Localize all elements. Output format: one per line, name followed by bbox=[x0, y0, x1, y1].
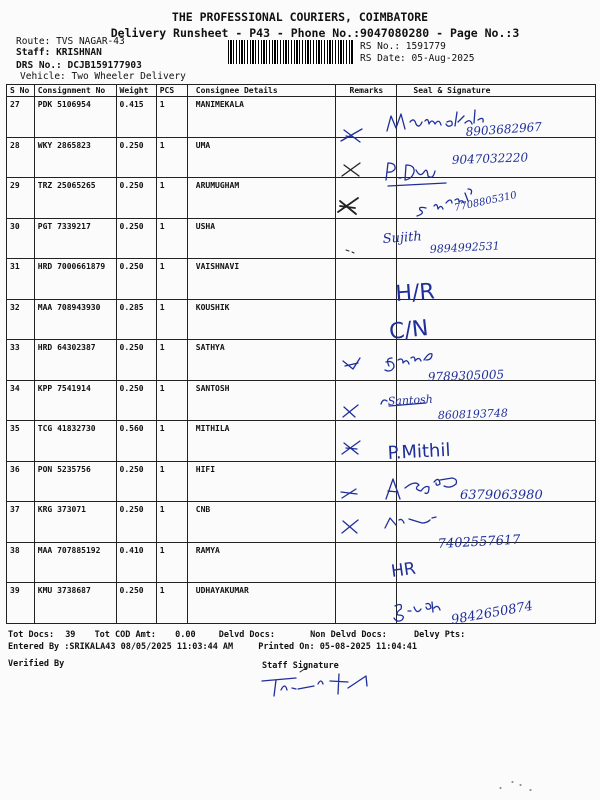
rs-date-value: 05-Aug-2025 bbox=[411, 53, 475, 64]
row-weight: 0.250 bbox=[116, 380, 156, 421]
row-remarks bbox=[336, 218, 397, 259]
row-weight: 0.250 bbox=[116, 583, 156, 624]
row-weight: 0.560 bbox=[116, 421, 156, 462]
rs-no-line: RS No.: 1591779 bbox=[360, 41, 446, 52]
drs-value: DCJB159177903 bbox=[67, 60, 142, 71]
row-consignment-no: PGT 7339217 bbox=[34, 218, 116, 259]
row-weight: 0.250 bbox=[116, 502, 156, 543]
row-signature-cell bbox=[397, 461, 596, 502]
row-consignment-no: KRG 373071 bbox=[34, 502, 116, 543]
table-row bbox=[7, 178, 596, 219]
row-pcs: 1 bbox=[156, 97, 187, 138]
row-sno: 36 bbox=[7, 461, 35, 502]
table-row bbox=[7, 542, 596, 583]
row-consignee: USHA bbox=[187, 218, 336, 259]
company-title: THE PROFESSIONAL COURIERS, COIMBATORE bbox=[171, 10, 429, 24]
row-weight: 0.285 bbox=[116, 299, 156, 340]
row-remarks bbox=[336, 178, 397, 219]
row-remarks bbox=[336, 137, 397, 178]
table-row bbox=[7, 299, 596, 340]
row-consignment-no: KPP 7541914 bbox=[34, 380, 116, 421]
table-row bbox=[7, 421, 596, 462]
runsheet-subtitle: Delivery Runsheet - P43 - Phone No.:9047080280 - Page No.:3 bbox=[110, 26, 520, 40]
col-pcs: PCS bbox=[156, 85, 187, 97]
tot-docs-value: 39 bbox=[65, 630, 76, 640]
row-sno: 30 bbox=[7, 218, 35, 259]
row-pcs: 1 bbox=[156, 461, 187, 502]
row-weight: 0.250 bbox=[116, 461, 156, 502]
col-remarks: Remarks bbox=[336, 85, 397, 97]
row-remarks bbox=[336, 421, 397, 462]
table-row bbox=[7, 97, 596, 138]
table-header-row bbox=[7, 85, 596, 97]
table-row bbox=[7, 259, 596, 300]
row-remarks bbox=[336, 583, 397, 624]
row-signature-cell bbox=[397, 299, 596, 340]
row-sno: 35 bbox=[7, 421, 35, 462]
phone-37: 7402557617 bbox=[437, 532, 521, 552]
row-consignee: MITHILA bbox=[187, 421, 336, 462]
vehicle-value: Two Wheeler Delivery bbox=[71, 71, 186, 82]
runsheet-table bbox=[6, 84, 596, 624]
row-consignee: CNB bbox=[187, 502, 336, 543]
row-pcs: 1 bbox=[156, 137, 187, 178]
row-consignment-no: WKY 2865823 bbox=[34, 137, 116, 178]
route-value: TVS NAGAR-43 bbox=[56, 36, 125, 47]
row-pcs: 1 bbox=[156, 542, 187, 583]
row-consignee: HIFI bbox=[187, 461, 336, 502]
row-remarks bbox=[336, 259, 397, 300]
signature-38: HR bbox=[389, 558, 418, 582]
staff-signature-label: Staff Signature bbox=[262, 661, 339, 671]
row-consignee: MANIMEKALA bbox=[187, 97, 336, 138]
row-pcs: 1 bbox=[156, 340, 187, 381]
printed-on: Printed On: 05-08-2025 11:04:41 bbox=[258, 642, 417, 652]
row-signature-cell bbox=[397, 137, 596, 178]
rs-date-line: RS Date: 05-Aug-2025 bbox=[360, 53, 475, 64]
row-signature-cell bbox=[397, 340, 596, 381]
row-sno: 38 bbox=[7, 542, 35, 583]
row-consignment-no: HRD 64302387 bbox=[34, 340, 116, 381]
row-weight: 0.250 bbox=[116, 218, 156, 259]
col-signature: Seal & Signature bbox=[397, 85, 596, 97]
row-sno: 32 bbox=[7, 299, 35, 340]
row-sno: 28 bbox=[7, 137, 35, 178]
footer-totals: Tot Docs: 39 Tot COD Amt: 0.00 Delvd Docs: Non Delvd Docs: Delvy Pts: bbox=[8, 630, 466, 640]
phone-36: 6379063980 bbox=[460, 488, 543, 503]
row-consignment-no: PDK 5106954 bbox=[34, 97, 116, 138]
row-signature-cell bbox=[397, 218, 596, 259]
row-consignee: UMA bbox=[187, 137, 336, 178]
phone-28: 9047032220 bbox=[451, 150, 529, 167]
staff-signature-mark bbox=[262, 674, 367, 696]
row-consignment-no: MAA 708943930 bbox=[34, 299, 116, 340]
table-row bbox=[7, 137, 596, 178]
row-remarks bbox=[336, 380, 397, 421]
row-signature-cell bbox=[397, 380, 596, 421]
row-weight: 0.415 bbox=[116, 97, 156, 138]
row-pcs: 1 bbox=[156, 583, 187, 624]
row-sno: 34 bbox=[7, 380, 35, 421]
row-pcs: 1 bbox=[156, 421, 187, 462]
row-consignment-no: MAA 707885192 bbox=[34, 542, 116, 583]
row-pcs: 1 bbox=[156, 218, 187, 259]
phone-29: 7708805310 bbox=[453, 189, 518, 214]
row-sno: 33 bbox=[7, 340, 35, 381]
row-weight: 0.250 bbox=[116, 340, 156, 381]
phone-39: 9842650874 bbox=[450, 598, 535, 628]
row-consignment-no: PON 5235756 bbox=[34, 461, 116, 502]
row-consignee: UDHAYAKUMAR bbox=[187, 583, 336, 624]
col-consignee: Consignee Details bbox=[187, 85, 336, 97]
barcode bbox=[228, 40, 354, 64]
table-row bbox=[7, 502, 596, 543]
row-remarks bbox=[336, 502, 397, 543]
table-row bbox=[7, 461, 596, 502]
row-consignee: KOUSHIK bbox=[187, 299, 336, 340]
row-pcs: 1 bbox=[156, 380, 187, 421]
table-row bbox=[7, 380, 596, 421]
row-remarks bbox=[336, 97, 397, 138]
table-row bbox=[7, 218, 596, 259]
signature-31: H/R bbox=[394, 279, 436, 307]
row-sno: 31 bbox=[7, 259, 35, 300]
row-weight: 0.250 bbox=[116, 137, 156, 178]
row-pcs: 1 bbox=[156, 259, 187, 300]
col-sno: S No bbox=[7, 85, 35, 97]
row-consignment-no: TCG 41832730 bbox=[34, 421, 116, 462]
row-signature-cell bbox=[397, 97, 596, 138]
signature-30: Sujith bbox=[382, 229, 423, 247]
row-sno: 27 bbox=[7, 97, 35, 138]
row-signature-cell bbox=[397, 502, 596, 543]
verified-by-label: Verified By bbox=[8, 659, 65, 669]
phone-30: 9894992531 bbox=[429, 239, 501, 256]
phone-27: 8903682967 bbox=[465, 119, 543, 139]
entered-by: Entered By :SRIKALA43 08/05/2025 11:03:44 AM bbox=[8, 642, 234, 652]
row-consignee: ARUMUGHAM bbox=[187, 178, 336, 219]
row-consignee: SANTOSH bbox=[187, 380, 336, 421]
staff-line: Staff: KRISHNAN bbox=[16, 47, 102, 58]
row-consignment-no: HRD 7000661879 bbox=[34, 259, 116, 300]
row-signature-cell bbox=[397, 421, 596, 462]
staff-value: KRISHNAN bbox=[56, 47, 102, 58]
row-weight: 0.250 bbox=[116, 178, 156, 219]
row-remarks bbox=[336, 299, 397, 340]
phone-33: 9789305005 bbox=[427, 367, 505, 384]
col-weight: Weight bbox=[116, 85, 156, 97]
row-pcs: 1 bbox=[156, 299, 187, 340]
row-consignment-no: TRZ 25065265 bbox=[34, 178, 116, 219]
vehicle-line: Vehicle: Two Wheeler Delivery bbox=[20, 71, 186, 82]
row-sno: 39 bbox=[7, 583, 35, 624]
row-signature-cell bbox=[397, 259, 596, 300]
scan-speckles bbox=[300, 668, 531, 790]
row-remarks bbox=[336, 542, 397, 583]
row-sno: 37 bbox=[7, 502, 35, 543]
signature-35: P.Mithil bbox=[387, 439, 451, 464]
row-weight: 0.250 bbox=[116, 259, 156, 300]
row-signature-cell bbox=[397, 178, 596, 219]
row-signature-cell bbox=[397, 542, 596, 583]
drs-line: DRS No.: DCJB159177903 bbox=[16, 60, 142, 71]
row-pcs: 1 bbox=[156, 178, 187, 219]
col-consignment: Consignment No bbox=[34, 85, 116, 97]
footer-entry bbox=[8, 642, 417, 652]
row-pcs: 1 bbox=[156, 502, 187, 543]
signature-34: Santosh bbox=[387, 392, 434, 408]
row-signature-cell bbox=[397, 583, 596, 624]
row-consignee: RAMYA bbox=[187, 542, 336, 583]
row-remarks bbox=[336, 340, 397, 381]
row-weight: 0.410 bbox=[116, 542, 156, 583]
row-sno: 29 bbox=[7, 178, 35, 219]
phone-34: 8608193748 bbox=[437, 406, 509, 422]
signature-32: C/N bbox=[388, 316, 430, 345]
row-remarks bbox=[336, 461, 397, 502]
table-row bbox=[7, 583, 596, 624]
row-consignee: VAISHNAVI bbox=[187, 259, 336, 300]
row-consignee: SATHYA bbox=[187, 340, 336, 381]
rs-no-value: 1591779 bbox=[405, 41, 446, 52]
route-line: Route: TVS NAGAR-43 bbox=[16, 36, 125, 47]
table-row bbox=[7, 340, 596, 381]
row-consignment-no: KMU 3738687 bbox=[34, 583, 116, 624]
tot-cod-value: 0.00 bbox=[175, 630, 196, 640]
